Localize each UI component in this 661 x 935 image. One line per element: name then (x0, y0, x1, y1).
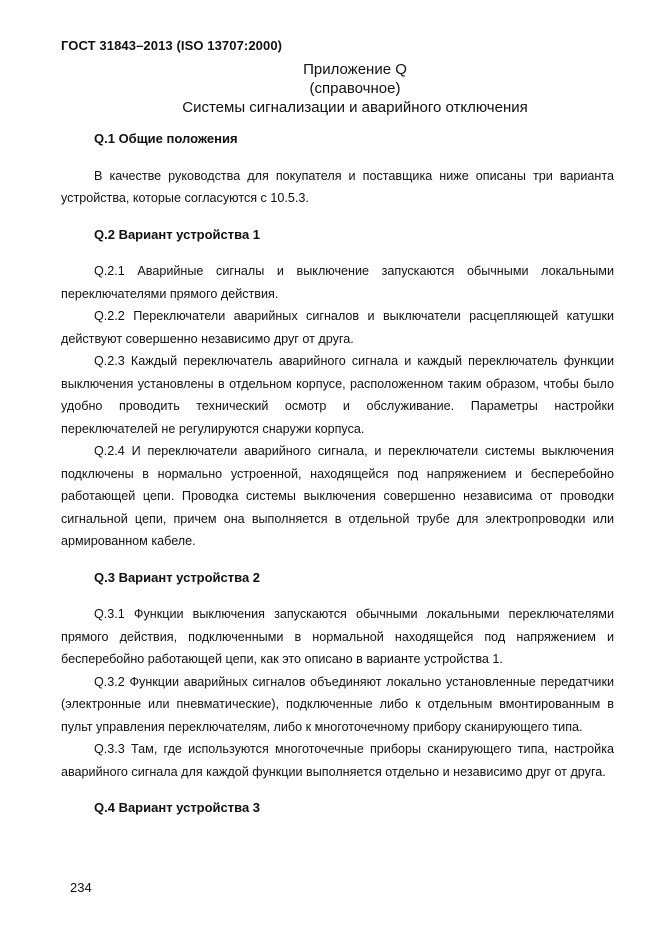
paragraph-q2-4: Q.2.4 И переключатели аварийного сигнала, и переключатели системы выключения подключены в нормально устроенной, находящейся под напряжением и бесперебойно работающей цепи. Проводка системы выключения совершенно независима от проводки сигнальной цепи, причем она выполняется в отдельной трубе для электропроводки или армированном кабеле. (61, 444, 614, 548)
page-number: 234 (70, 880, 92, 895)
appendix-label: Приложение Q (303, 61, 407, 78)
paragraph-q2-2: Q.2.2 Переключатели аварийных сигналов и выключатели расцепляющей катушки действуют совершенно независимо друг от друга. (61, 309, 614, 346)
spacer (61, 783, 614, 797)
document-body (61, 128, 614, 820)
section-heading-q3: Q.3 Вариант устройства 2 (94, 569, 261, 585)
spacer (61, 246, 614, 260)
spacer (61, 589, 614, 603)
spacer (61, 553, 614, 567)
appendix-status: (справочное) (309, 80, 401, 97)
spacer (61, 151, 614, 165)
appendix-title-block (150, 60, 560, 117)
section-heading-q2: Q.2 Вариант устройства 1 (94, 226, 261, 242)
section-heading-q1: Q.1 Общие положения (94, 131, 238, 146)
section-heading-q4: Q.4 Вариант устройства 3 (94, 800, 261, 815)
paragraph-q3-3: Q.3.3 Там, где используются многоточечные приборы сканирующего типа, настройка аварийного сигнала для каждой функции выполняется отдельно и независимо друг от друга. (61, 742, 614, 779)
paragraph-q2-3: Q.2.3 Каждый переключатель аварийного сигнала и каждый переключатель функции выключения установлены в отдельном корпусе, расположенном таким образом, чтобы было удобно проводить технический осмотр и обслуживание. Параметры настройки переключателей не регулируются снаружи корпуса. (61, 354, 614, 436)
paragraph-q1: В качестве руководства для покупателя и поставщика ниже описаны три варианта устройства, которые согласуются с 10.5.3. (61, 168, 614, 205)
paragraph-q2-1: Q.2.1 Аварийные сигналы и выключение запускаются обычными локальными переключателями прямого действия. (61, 264, 614, 301)
spacer (61, 210, 614, 224)
paragraph-q3-2: Q.3.2 Функции аварийных сигналов объединяют локально установленные передатчики (электронные или пневматические), подключенные либо к отдельным вмонтированным в пульт управления переключателям, либо к многоточечному прибору сканирующего типа. (61, 674, 614, 734)
paragraph-q3-1: Q.3.1 Функции выключения запускаются обычными локальными переключателями прямого действия, подключенными в нормальной находящейся под напряжением и бесперебойно работающей цепи, как это описано в варианте устройства 1. (61, 607, 614, 666)
document-code-header: ГОСТ 31843–2013 (ISO 13707:2000) (61, 38, 283, 53)
appendix-heading: Системы сигнализации и аварийного отключения (182, 99, 528, 116)
